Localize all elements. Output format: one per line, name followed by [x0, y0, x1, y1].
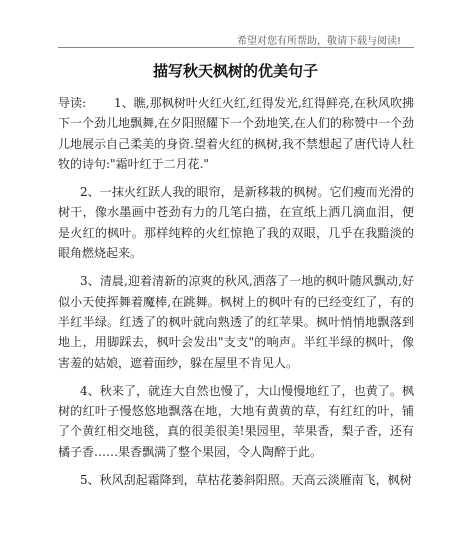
paragraph-3-text: 3、清晨,迎着清新的凉爽的秋风,洒落了一地的枫叶随风飘动,好似小天使挥舞着魔棒,在跳舞。枫树上的枫叶有的已经变红了，有的半红半绿。红透了的枫叶就向熟透了的红苹果。枫叶悄悄地飘落到地上，用脚踩去，枫叶会发出"支支"的响声。半红半绿的枫叶，像害羞的姑娘，遮着面纱，躲在屋里不肯见人。 [58, 274, 414, 370]
header-note: 希望对您有所帮助，敬请下载与阅读! [236, 36, 401, 47]
document-title: 描写秋天枫树的优美句子 [152, 62, 318, 80]
paragraph-1 [58, 93, 414, 174]
paragraph-5-text: 5、秋风刮起霜降到，草枯花萎斜阳照。天高云淡雁南飞，枫树 [80, 473, 412, 488]
paragraph-4 [58, 381, 414, 462]
header-divider [58, 47, 414, 48]
paragraph-5 [58, 470, 414, 490]
document-body [58, 93, 414, 498]
paragraph-1-text: 1、瞧,那枫树叶火红火红,红得发光,红得鲜亮,在秋风吹拂下一个劲儿地飘舞,在夕阳照耀下一个劲地笑,在人们的称赞中一个劲儿地展示自己柔美的身资.望着火红的枫树,我不禁想起了唐代诗人杜牧的诗句:"霜叶红于二月花." [58, 96, 414, 171]
lead-label: 导读: [58, 96, 87, 110]
paragraph-3 [58, 271, 414, 372]
paragraph-2-text: 2、一抹火红跃人我的眼帘，是新移栽的枫树。它们瘦而光滑的树干，像水墨画中苍劲有力的几笔白描，在宣纸上洒几滴血泪，便是火红的枫叶。那样纯粹的火红惊艳了我的双眼，几乎在我黯淡的眼角燃烧起来。 [58, 185, 414, 261]
paragraph-2 [58, 182, 414, 263]
paragraph-4-text: 4、秋来了，就连大自然也慢了，大山慢慢地红了，也黄了。枫树的红叶子慢悠悠地飘落在地，大地有黄黄的草，有红红的叶，铺了个黄红相交地毯，真的很美很美!果园里，苹果香，梨子香，还有橘子香……果香飘满了整个果园，令人陶醉于此。 [58, 383, 414, 459]
